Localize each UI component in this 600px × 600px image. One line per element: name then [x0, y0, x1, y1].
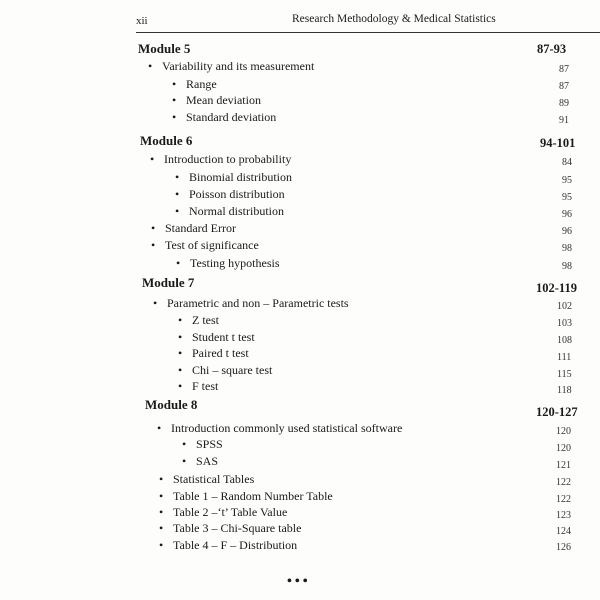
- toc-entry: [178, 313, 219, 328]
- bullet-icon: •: [172, 110, 177, 124]
- bullet-icon: •: [157, 421, 162, 435]
- bullet-icon: •: [151, 221, 156, 235]
- toc-entry-label: Parametric and non – Parametric tests: [167, 296, 349, 310]
- toc-entry: [175, 204, 284, 219]
- toc-entry: [172, 93, 261, 108]
- toc-entry: [150, 152, 291, 167]
- bullet-icon: •: [159, 472, 164, 486]
- bullet-icon: •: [159, 538, 164, 552]
- toc-entry: [159, 538, 297, 553]
- toc-entry: [172, 110, 276, 125]
- toc-entry-label: Table 4 – F – Distribution: [173, 538, 298, 552]
- toc-entry-label: Standard Error: [165, 221, 236, 235]
- bullet-icon: •: [150, 152, 155, 166]
- toc-entry-label: Paired t test: [192, 346, 249, 360]
- toc-entry-label: Binomial distribution: [189, 170, 293, 184]
- bullet-icon: •: [159, 505, 164, 519]
- toc-entry-label: Table 1 – Random Number Table: [173, 489, 333, 503]
- toc-entry-label: Table 3 – Chi-Square table: [173, 521, 302, 535]
- toc-entry-page: 126: [556, 542, 571, 553]
- toc-entry-page: 115: [557, 369, 572, 380]
- bullet-icon: •: [182, 437, 187, 451]
- module-7-title: Module 7: [142, 275, 195, 290]
- bullet-icon: •: [175, 187, 180, 201]
- toc-entry-page: 121: [556, 460, 571, 471]
- bullet-icon: •: [175, 170, 180, 184]
- module-8-range: 120-127: [536, 405, 578, 419]
- module-6-range: 94-101: [540, 136, 576, 150]
- toc-entry-page: 96: [562, 226, 572, 237]
- toc-entry-page: 103: [557, 318, 572, 329]
- toc-entry-page: 122: [556, 477, 571, 488]
- toc-entry-page: 102: [557, 301, 572, 312]
- toc-entry: [153, 296, 349, 311]
- running-title: Research Methodology & Medical Statistics: [292, 13, 496, 25]
- bullet-icon: •: [159, 489, 164, 503]
- toc-entry: [148, 59, 314, 74]
- toc-entry-page: 124: [556, 526, 571, 537]
- bullet-icon: •: [178, 363, 183, 377]
- toc-entry-page: 96: [562, 209, 572, 220]
- bullet-icon: •: [159, 521, 164, 535]
- toc-entry-page: 120: [556, 426, 571, 437]
- bullet-icon: •: [151, 238, 156, 252]
- toc-entry-label: Z test: [192, 313, 219, 327]
- toc-entry: [182, 454, 218, 469]
- toc-entry-page: 87: [559, 81, 569, 92]
- toc-entry-label: SPSS: [196, 437, 223, 451]
- toc-entry-label: Test of significance: [165, 238, 259, 252]
- toc-entry-label: Range: [186, 77, 217, 91]
- toc-entry-label: Standard deviation: [186, 110, 277, 124]
- bullet-icon: •: [175, 204, 180, 218]
- toc-entry: [157, 421, 402, 436]
- toc-entry-label: Table 2 –‘t’ Table Value: [173, 505, 288, 519]
- toc-entry-label: Poisson distribution: [189, 187, 285, 201]
- toc-entry: [159, 472, 254, 487]
- toc-entry-page: 95: [562, 192, 572, 203]
- bullet-icon: •: [178, 346, 183, 360]
- toc-entry-page: 84: [562, 157, 572, 168]
- bullet-icon: •: [178, 379, 183, 393]
- toc-entry-page: 120: [556, 443, 571, 454]
- toc-entry-page: 122: [556, 494, 571, 505]
- toc-entry-page: 98: [562, 261, 572, 272]
- toc-entry-label: Variability and its measurement: [162, 59, 315, 73]
- toc-entry-label: Normal distribution: [189, 204, 284, 218]
- running-header: [136, 12, 600, 33]
- toc-entry-label: SAS: [196, 454, 219, 468]
- toc-entry-page: 118: [557, 385, 572, 396]
- bullet-icon: •: [172, 93, 177, 107]
- toc-entry-label: Statistical Tables: [173, 472, 255, 486]
- bullet-icon: •: [148, 59, 153, 73]
- toc-entry-page: 95: [562, 175, 572, 186]
- end-of-section-dots: •••: [287, 574, 311, 589]
- toc-entry-page: 108: [557, 335, 572, 346]
- toc-entry: [178, 379, 218, 394]
- toc-entry: [159, 489, 333, 504]
- module-8-title: Module 8: [145, 397, 198, 412]
- toc-entry: [178, 330, 255, 345]
- toc-entry-page: 91: [559, 115, 569, 126]
- module-7-range: 102-119: [536, 281, 577, 295]
- toc-entry-label: Introduction to probability: [164, 152, 292, 166]
- toc-entry-label: Student t test: [192, 330, 255, 344]
- module-5-title: Module 5: [138, 41, 191, 56]
- bullet-icon: •: [182, 454, 187, 468]
- toc-entry: [178, 363, 272, 378]
- toc-entry: [151, 221, 236, 236]
- toc-entry: [175, 187, 285, 202]
- bullet-icon: •: [153, 296, 158, 310]
- bullet-icon: •: [178, 330, 183, 344]
- toc-entry: [176, 256, 280, 271]
- toc-entry-page: 111: [557, 352, 572, 363]
- bullet-icon: •: [172, 77, 177, 91]
- module-6-title: Module 6: [140, 133, 193, 148]
- toc-entry: [178, 346, 249, 361]
- toc-entry: [175, 170, 292, 185]
- toc-entry-label: F test: [192, 379, 219, 393]
- page-number: xii: [136, 15, 148, 27]
- toc-entry-label: Testing hypothesis: [190, 256, 280, 270]
- toc-entry-page: 89: [559, 98, 569, 109]
- module-5-range: 87-93: [537, 42, 567, 56]
- toc-entry-page: 98: [562, 243, 572, 254]
- toc-entry-page: 87: [559, 64, 569, 75]
- toc-entry: [159, 505, 287, 520]
- toc-entry-label: Chi – square test: [192, 363, 273, 377]
- toc-entry: [172, 77, 217, 92]
- toc-entry-label: Introduction commonly used statistical software: [171, 421, 403, 435]
- bullet-icon: •: [176, 256, 181, 270]
- toc-entry: [151, 238, 259, 253]
- bullet-icon: •: [178, 313, 183, 327]
- toc-entry-label: Mean deviation: [186, 93, 261, 107]
- toc-entry-page: 123: [556, 510, 571, 521]
- toc-entry: [182, 437, 223, 452]
- toc-entry: [159, 521, 301, 536]
